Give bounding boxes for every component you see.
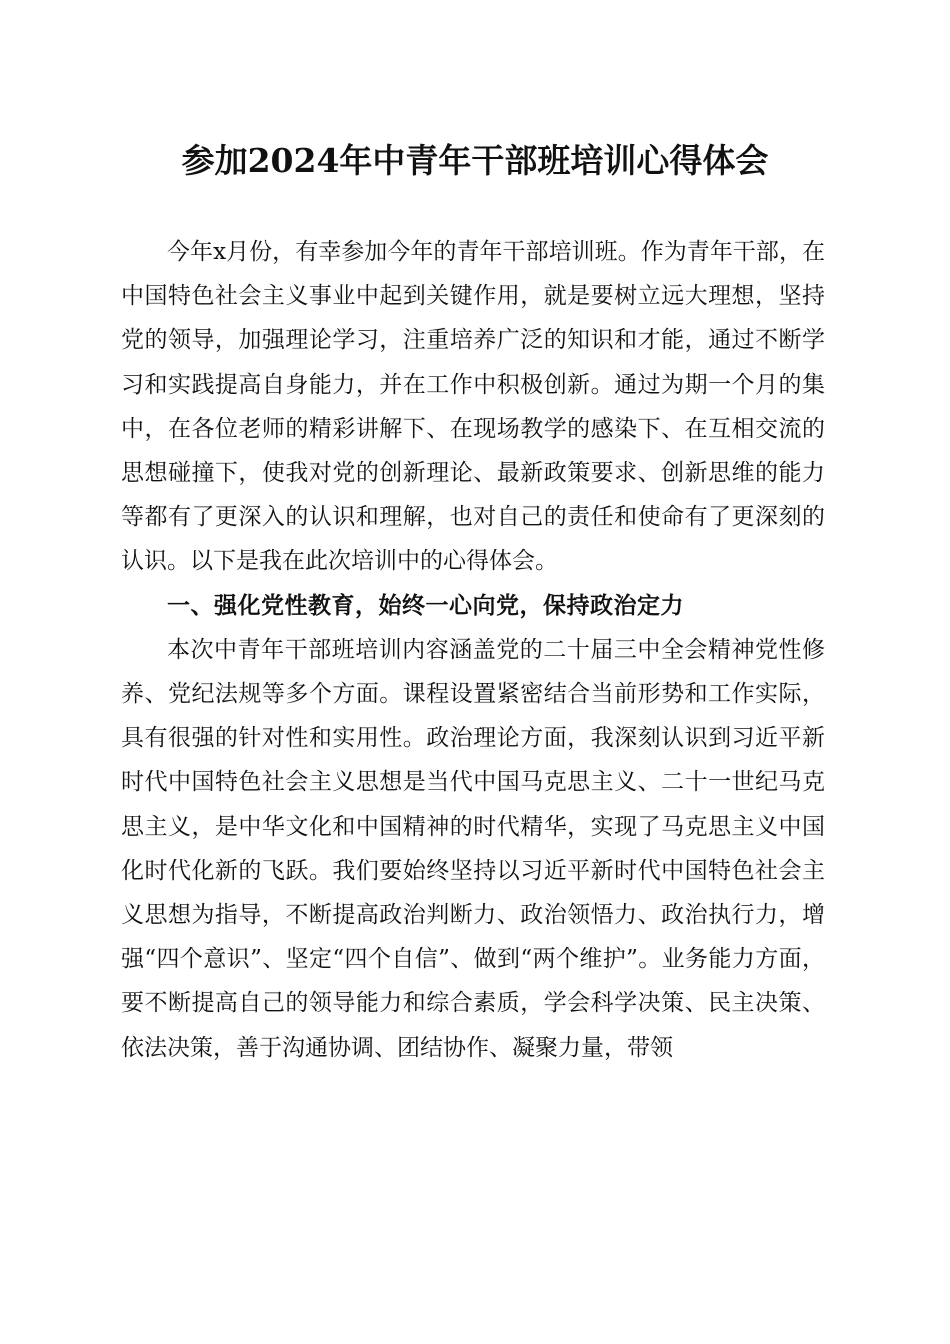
paragraph-intro: 今年x月份，有幸参加今年的青年干部培训班。作为青年干部，在中国特色社会主义事业中起到关键作用，就是要树立远大理想，坚持党的领导，加强理论学习，注重培养广泛的知识和才能，通过不断学习和实践提高自身能力，并在工作中积极创新。通过为期一个月的集中，在各位老师的精彩讲解下、在现场教学的感染下、在互相交流的思想碰撞下，使我对党的创新理论、最新政策要求、创新思维的能力等都有了更深入的认识和理解，也对自己的责任和使命有了更深刻的认识。以下是我在此次培训中的心得体会。 [121,239,825,575]
paragraph-section-1: 本次中青年干部班培训内容涵盖党的二十届三中全会精神党性修养、党纪法规等多个方面。课程设置紧密结合当前形势和工作实际，具有很强的针对性和实用性。政治理论方面，我深刻认识到习近平新时代中国特色社会主义思想是当代中国马克思主义、二十一世纪马克思主义，是中华文化和中国精神的时代精华，实现了马克思主义中国化时代化新的飞跃。我们要始终坚持以习近平新时代中国特色社会主义思想为指导，不断提高政治判断力、政治领悟力、政治执行力，增强“四个意识”、坚定“四个自信”、做到“两个维护”。业务能力方面，要不断提高自己的领导能力和综合素质，学会科学决策、民主决策、依法决策，善于沟通协调、团结协作、凝聚力量，带领 [121,636,825,1061]
document-body [121,230,825,1070]
section-heading-1: 一、强化党性教育，始终一心向党，保持政治定力 [167,592,684,619]
document-title: 参加2024年中青年干部班培训心得体会 [181,141,769,180]
